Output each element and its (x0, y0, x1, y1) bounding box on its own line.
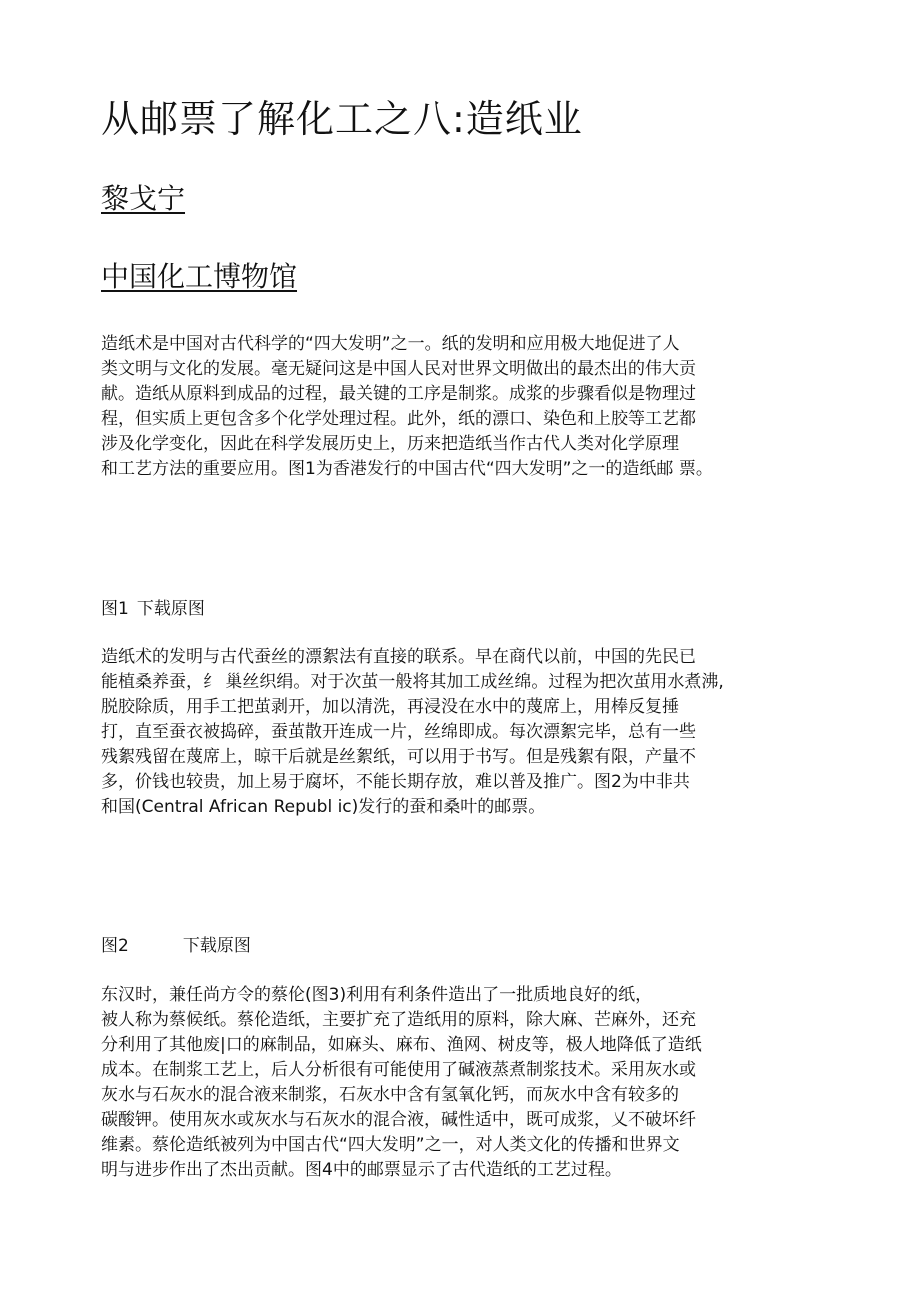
text-line: 脱胶除质，用手工把茧剥开，加以清洗，再浸没在水中的蔑席上，用棒反复捶 (101, 697, 679, 717)
text-line: 和工艺方法的重要应用。图1为香港发行的中国古代“四大发明”之一的造纸邮 票。 (101, 459, 713, 479)
text-line: 类文明与文化的发展。毫无疑问这是中国人民对世界文明做出的最杰出的伟大贡 (101, 359, 696, 379)
text-line: 造纸术的发明与古代蚕丝的漂絮法有直接的联系。早在商代以前，中国的先民已 (101, 647, 696, 667)
text-line: 程，但实质上更包含多个化学处理过程。此外，纸的漂口、染色和上胶等工艺都 (101, 409, 696, 429)
paragraph-3 (101, 983, 821, 1183)
text-line: 灰水与石灰水的混合液来制浆，石灰水中含有氢氧化钙，而灰水中含有较多的 (101, 1085, 679, 1105)
author-name[interactable]: 黎戈宁 (101, 182, 186, 215)
figure-label: 图2 (101, 936, 129, 956)
download-original-link[interactable]: 下载原图 (136, 599, 205, 619)
text-line: 涉及化学变化，因此在科学发展历史上，历来把造纸当作古代人类对化学原理 (101, 434, 679, 454)
text-line: 能植桑养蚕，纟 巢丝织绢。对于次茧一般将其加工成丝绵。过程为把次茧用水煮沸, (101, 672, 724, 692)
paragraph-1 (101, 332, 821, 482)
text-line: 明与进步作出了杰出贡献。图4中的邮票显示了古代造纸的工艺过程。 (101, 1160, 622, 1180)
text-line: 成本。在制浆工艺上，后人分析很有可能使用了碱液蒸煮制浆技术。采用灰水或 (101, 1060, 696, 1080)
download-original-link[interactable]: 下载原图 (182, 936, 251, 956)
text-line: 造纸术是中国对古代科学的“四大发明”之一。纸的发明和应用极大地促进了人 (101, 334, 680, 354)
text-line: 残絮残留在蔑席上，晾干后就是丝絮纸，可以用于书写。但是残絮有限，产量不 (101, 747, 696, 767)
text-line: 东汉时，兼任尚方令的蔡伦(图3)利用有利条件造出了一批质地良好的纸， (101, 985, 653, 1005)
text-line: 献。造纸从原料到成品的过程，最关键的工序是制浆。成浆的步骤看似是物理过 (101, 384, 696, 404)
text-line: 分利用了其他废|口的麻制品，如麻头、麻布、渔网、树皮等，极人地降低了造纸 (101, 1035, 702, 1055)
text-line: 和国(Central African Republ ic)发行的蚕和桑叶的邮票。 (101, 797, 546, 817)
article-title: 从邮票了解化工之八:造纸业 (101, 97, 583, 141)
figure-label: 图1 (101, 599, 129, 619)
text-line: 被人称为蔡候纸。蔡伦造纸，主要扩充了造纸用的原料，除大麻、芒麻外，还充 (101, 1010, 696, 1030)
text-line: 多，价钱也较贵，加上易于腐坏，不能长期存放，难以普及推广。图2为中非共 (101, 772, 690, 792)
paragraph-2 (101, 645, 821, 820)
text-line: 碳酸钾。使用灰水或灰水与石灰水的混合液，碱性适中，既可成浆，乂不破坏纤 (101, 1110, 696, 1130)
author-institution[interactable]: 中国化工博物馆 (101, 260, 298, 293)
figure-2-caption (101, 934, 251, 958)
figure-1-caption (101, 597, 205, 621)
text-line: 打，直至蚕衣被捣碎，蚕茧散开连成一片，丝绵即成。每次漂絮完毕，总有一些 (101, 722, 696, 742)
text-line: 维素。蔡伦造纸被列为中国古代“四大发明”之一，对人类文化的传播和世界文 (101, 1135, 680, 1155)
